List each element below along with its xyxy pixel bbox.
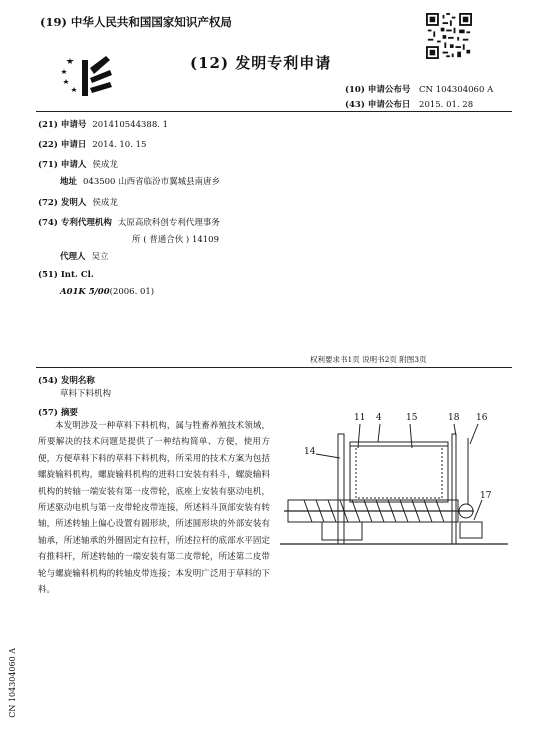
abstract-divider	[36, 367, 512, 368]
label-15: 15	[406, 413, 418, 423]
patent-agency: (74) 专利代理机构 太原高欣科创专利代理事务	[38, 218, 220, 228]
qr-code-icon	[426, 13, 472, 59]
document-type-title: (12) 发明专利申请	[190, 54, 332, 72]
header-divider	[36, 111, 512, 112]
abstract-label: (57) 摘要	[38, 408, 78, 418]
abstract-drawing	[278, 408, 510, 558]
right-post	[452, 434, 456, 544]
patent-agent: 代理人 吴立	[60, 252, 109, 262]
inventor: (72) 发明人 侯成龙	[38, 198, 118, 208]
applicant: (71) 申请人 侯成龙	[38, 160, 118, 170]
label-17: 17	[480, 491, 492, 501]
motor-box	[460, 522, 482, 538]
side-publication-number: CN 104304060 A	[8, 648, 17, 718]
publication-number: (10) 申请公布号 CN 104304060 A	[345, 85, 494, 95]
motor-base	[322, 522, 362, 540]
application-number: (21) 申请号 201410544388. 1	[38, 120, 169, 130]
label-18: 18	[448, 413, 460, 423]
hopper-inner	[356, 446, 442, 498]
office-name: (19) 中华人民共和国国家知识产权局	[40, 15, 232, 29]
left-post	[338, 434, 344, 544]
label-11: 11	[354, 413, 366, 423]
page-count-bar: 权利要求书1页 说明书2页 附图3页	[310, 355, 427, 364]
int-cl: (51) Int. Cl.	[38, 270, 94, 280]
publication-date: (43) 申请公布日 2015. 01. 28	[345, 100, 474, 110]
abstract-text: 本发明涉及一种草料下料机构，属与牲畜养殖技术领域，所要解决的技术问题是提供了一种结构简单、方便，使用方便，方便草料下料的草料下料机构，所采用的技术方案为包括螺旋输料机构，螺旋输料机构的进料口安装有料斗，螺旋输料机构的转轴一端安装有第一皮带轮，底座上安装有驱动电机，所述驱动电机与第一皮带轮皮带连接，所述料斗顶部安装有转轴，所述转轴上偏心设置有圆形块，所述圆形块的外部安装有轴承，所述轴承的外圈固定有拉杆，所述拉杆的底部水平固定有推料杆，所述转轴的一端安装有第二皮带轮，所述第二皮带轮与螺旋输料机构的转轴皮带连接；本发明广泛用于草料的下料。	[38, 421, 270, 596]
applicant-address: 地址 043500 山西省临汾市翼城县南唐乡	[60, 177, 221, 187]
label-16: 16	[476, 413, 488, 423]
int-cl-code: A01K 5/00(2006. 01)	[60, 287, 155, 297]
hopper-shape	[350, 442, 448, 502]
label-4: 4	[376, 413, 382, 423]
label-14: 14	[304, 447, 316, 457]
application-date: (22) 申请日 2014. 10. 15	[38, 140, 147, 150]
invention-title: (54) 发明名称 草料下料机构	[38, 376, 112, 399]
patent-office-logo-icon	[58, 52, 116, 104]
patent-agency-cont: 所 ( 普通合伙 ) 14109	[132, 235, 219, 245]
